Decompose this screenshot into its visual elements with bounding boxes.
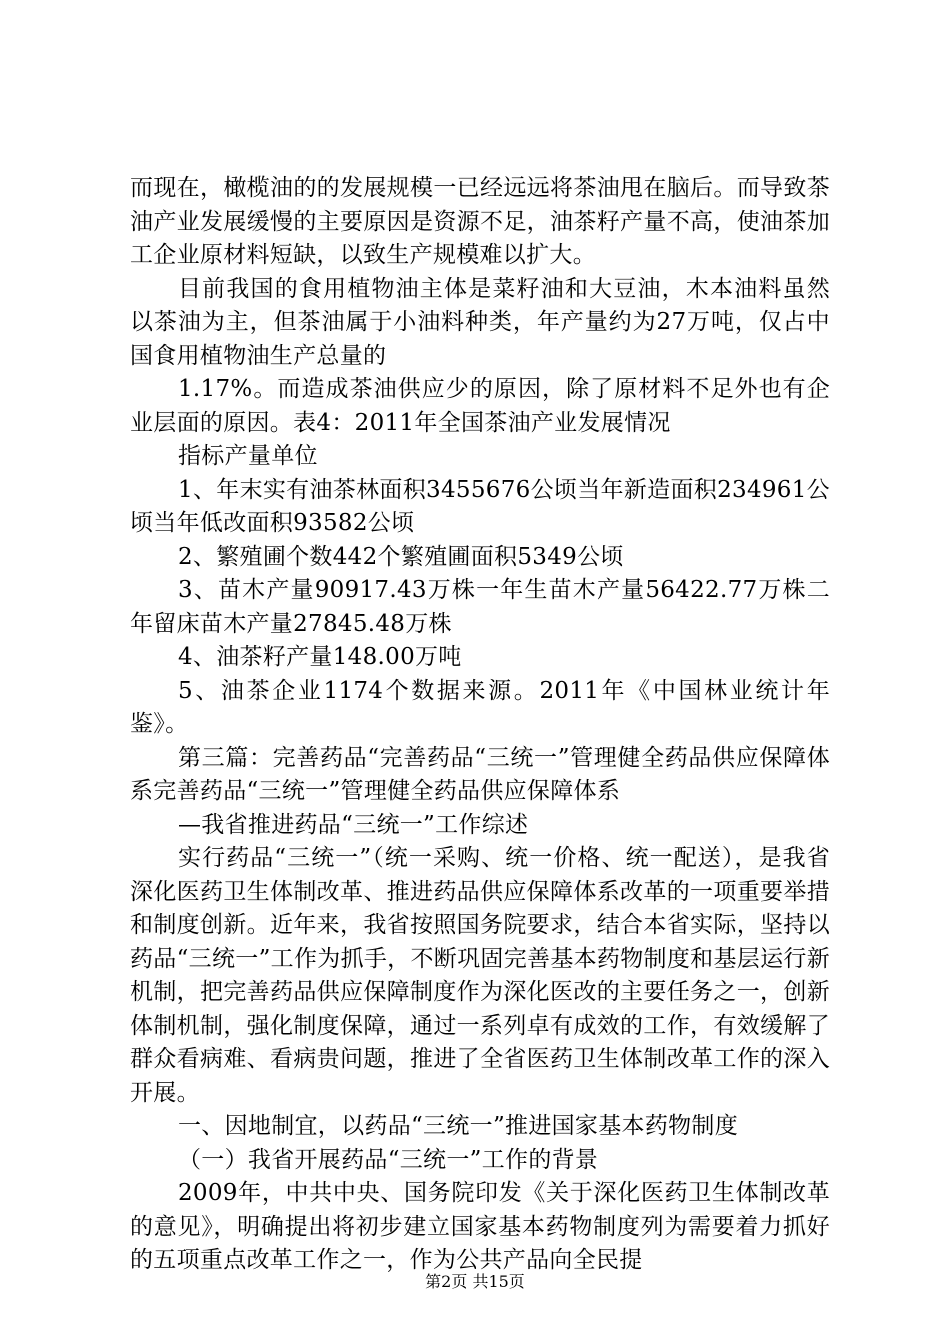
paragraph: 第三篇：完善药品“完善药品“三统一”管理健全药品供应保障体系完善药品“三统一”管理健全药品供应保障体系 xyxy=(130,744,830,804)
paragraph: 1.17%。而造成茶油供应少的原因，除了原材料不足外也有企业层面的原因。表4：2011年全国茶油产业发展情况 xyxy=(130,376,830,436)
paragraph: 3、苗木产量90917.43万株一年生苗木产量56422.77万株二年留床苗木产量27845.48万株 xyxy=(130,577,830,637)
paragraph: —我省推进药品“三统一”工作综述 xyxy=(178,811,529,838)
document-body xyxy=(130,172,830,1278)
paragraph: 而现在，橄榄油的的发展规模一已经远远将茶油甩在脑后。而导致茶油产业发展缓慢的主要原因是资源不足，油茶籽产量不高，使油茶加工企业原材料短缺，以致生产规模难以扩大。 xyxy=(130,175,830,268)
paragraph: 目前我国的食用植物油主体是菜籽油和大豆油，木本油料虽然以茶油为主，但茶油属于小油料种类，年产量约为27万吨，仅占中国食用植物油生产总量的 xyxy=(130,275,830,369)
paragraph: 4、油茶籽产量148.00万吨 xyxy=(178,644,462,670)
paragraph: 指标产量单位 xyxy=(178,443,318,469)
paragraph: 一、因地制宜，以药品“三统一”推进国家基本药物制度 xyxy=(178,1113,739,1139)
paragraph: 2、繁殖圃个数442个繁殖圃面积5349公顷 xyxy=(178,543,624,570)
page-footer: 第2页 共15页 xyxy=(425,1272,525,1291)
paragraph: （一）我省开展药品“三统一”工作的背景 xyxy=(178,1146,599,1173)
paragraph: 5、油茶企业1174个数据来源。2011年《中国林业统计年鉴》。 xyxy=(130,677,830,737)
paragraph: 实行药品“三统一”（统一采购、统一价格、统一配送），是我省深化医药卫生体制改革、推进药品供应保障体系改革的一项重要举措和制度创新。近年来，我省按照国务院要求，结合本省实际，坚持以药品“三统一”工作为抓手，不断巩固完善基本药物制度和基层运行新机制，把完善药品供应保障制度作为深化医改的主要任务之一，创新体制机制，强化制度保障，通过一系列卓有成效的工作，有效缓解了群众看病难、看病贵问题，推进了全省医药卫生体制改革工作的深入开展。 xyxy=(130,845,830,1106)
paragraph: 1、年末实有油茶林面积3455676公顷当年新造面积234961公顷当年低改面积93582公顷 xyxy=(130,476,830,536)
paragraph: 2009年，中共中央、国务院印发《关于深化医药卫生体制改革的意见》，明确提出将初步建立国家基本药物制度列为需要着力抓好的五项重点改革工作之一，作为公共产品向全民提 xyxy=(130,1180,830,1273)
